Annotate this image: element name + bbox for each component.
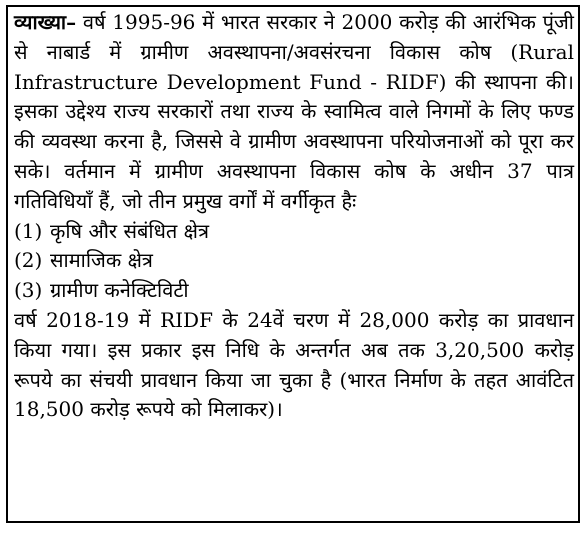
list-item (14, 246, 574, 276)
list-number: (3) (14, 278, 43, 303)
list-label: ग्रामीण कनेक्टिविटी (50, 278, 189, 303)
explanation-content (14, 8, 574, 425)
heading-label: व्याख्या– (14, 10, 77, 34)
list-label: सामाजिक क्षेत्र (50, 248, 153, 273)
cropped-next-line-fragment (68, 522, 258, 533)
intro-paragraph (14, 8, 574, 217)
list-number: (2) (14, 248, 43, 273)
list-item (14, 217, 574, 247)
list-number: (1) (14, 218, 43, 243)
closing-paragraph: वर्ष 2018-19 में RIDF के 24वें चरण में 28,000 करोड़ का प्रावधान किया गया। इस प्रकार इस निधि के अन्तर्गत अब तक 3,20,500 करोड़ रूपये का संचयी प्रावधान किया जा चुका है (भारत निर्माण के तहत आवंटित 18,500 करोड़ रूपये को मिलाकर)। (14, 307, 574, 422)
intro-text: वर्ष 1995-96 में भारत सरकार ने 2000 करोड़ की आरंभिक पूंजी से नाबार्ड में ग्रामीण अवस्थापना/अवसंरचना विकास कोष (Rural Infrastructure Development Fund - RIDF) की स्थापना की। इसका उद्देश्य राज्य सरकारों तथा राज्य के स्वामित्व वाले निगमों के लिए फण्ड की व्यवस्था करना है, जिससे वे ग्रामीण अवस्थापना परियोजनाओं को पूरा कर सके। वर्तमान में ग्रामीण अवस्थापना विकास कोष के अधीन 37 पात्र गतिविधियाँ हैं, जो तीन प्रमुख वर्गों में वर्गीकृत हैः (14, 10, 574, 213)
list-label: कृषि और संबंधित क्षेत्र (50, 218, 210, 243)
list-item (14, 276, 574, 306)
